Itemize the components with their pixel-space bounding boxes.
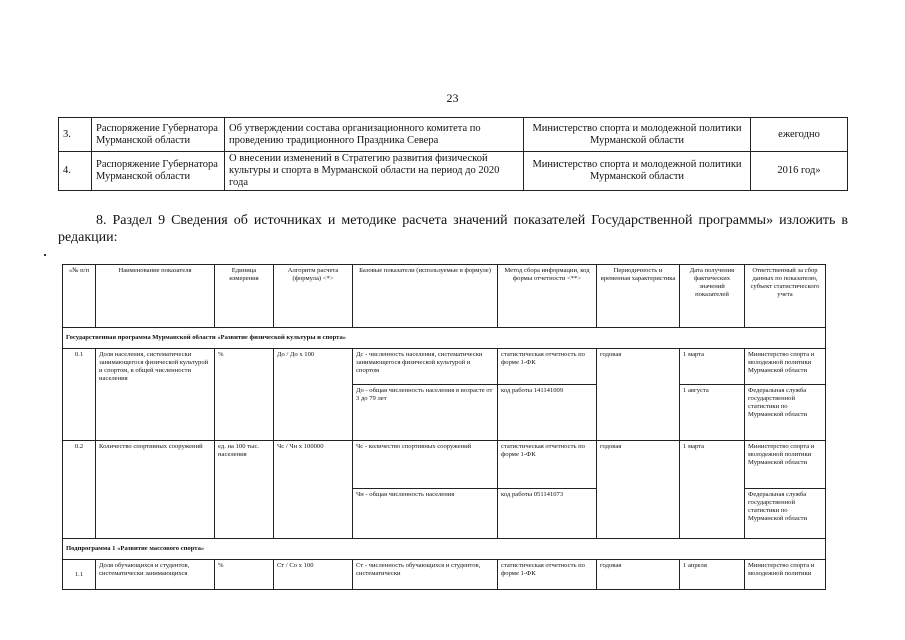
cell-base: Дс - численность населения, систематически занимающегося физической культурой и спортом — [353, 349, 498, 385]
scan-dot — [44, 254, 46, 256]
cell-num: 1.1 — [63, 560, 96, 590]
cell-type: Распоряжение Губернатора Мурманской области — [92, 152, 225, 191]
header-formula: Алгоритм расчета (формула) <*> — [274, 265, 353, 328]
header-base: Базовые показатели (используемые в формуле) — [353, 265, 498, 328]
cell-name: Доля обучающихся и студентов, систематически занимающихся — [96, 560, 215, 590]
cell-num: 3. — [59, 118, 92, 152]
cell-num: 0.1 — [63, 349, 96, 441]
cell-title: О внесении изменений в Стратегию развития физической культуры и спорта в Мурманской области на период до 2020 года — [225, 152, 524, 191]
cell-type: Распоряжение Губернатора Мурманской области — [92, 118, 225, 152]
table-row — [63, 560, 826, 590]
cell-method: статистическая отчетность по форме 1-ФК — [498, 441, 597, 489]
section-title: Подпрограмма 1 «Развитие массового спорта» — [63, 539, 826, 560]
cell-method: статистическая отчетность по форме 1-ФК — [498, 560, 597, 590]
cell-unit: ед. на 100 тыс. населения — [215, 441, 274, 539]
cell-executor: Министерство спорта и молодежной политики Мурманской области — [524, 118, 751, 152]
cell-term: 2016 год» — [751, 152, 848, 191]
cell-executor: Министерство спорта и молодежной политики Мурманской области — [524, 152, 751, 191]
cell-responsible: Федеральная служба государственной статистики по Мурманской области — [745, 385, 826, 441]
cell-responsible: Министерство спорта и молодежной политики Мурманской области — [745, 441, 826, 489]
cell-method: код работы 051141073 — [498, 489, 597, 539]
cell-unit: % — [215, 560, 274, 590]
cell-period: годовая — [597, 441, 680, 539]
header-name: Наименование показателя — [96, 265, 215, 328]
cell-base: Ст - численность обучающихся и студентов, систематически — [353, 560, 498, 590]
page-number: 23 — [446, 91, 459, 105]
header-responsible: Ответственный за сбор данных по показателю, субъект статистического учета — [745, 265, 826, 328]
cell-formula: Чс / Чн x 100000 — [274, 441, 353, 539]
cell-base: Чс - количество спортивных сооружений — [353, 441, 498, 489]
table-row — [63, 349, 826, 385]
cell-base: До - общая численность населения в возрасте от 3 до 79 лет — [353, 385, 498, 441]
cell-unit: % — [215, 349, 274, 441]
cell-period: годовая — [597, 560, 680, 590]
cell-name: Доля населения, систематически занимающегося физической культурой и спортом, в общей численности населения — [96, 349, 215, 441]
cell-period: годовая — [597, 349, 680, 441]
indicators-table — [62, 264, 826, 590]
table-row — [59, 152, 848, 191]
cell-responsible: Министерство спорта и молодежной политики Мурманской области — [745, 349, 826, 385]
cell-method: статистическая отчетность по форме 1-ФК — [498, 349, 597, 385]
cell-formula: До / Дo x 100 — [274, 349, 353, 441]
cell-responsible: Министерство спорта и молодежной политики — [745, 560, 826, 590]
cell-date: 1 марта — [680, 441, 745, 539]
section-row — [63, 328, 826, 349]
cell-term: ежегодно — [751, 118, 848, 152]
header-method: Метод сбора информации, код формы отчетности <**> — [498, 265, 597, 328]
cell-base: Чн - общая численность населения — [353, 489, 498, 539]
section-paragraph: 8. Раздел 9 Сведения об источниках и методике расчета значений показателей Государственной программы» изложить в редакции: — [58, 213, 848, 245]
cell-title: Об утверждении состава организационного комитета по проведению традиционного Праздника Севера — [225, 118, 524, 152]
cell-name: Количество спортивных сооружений — [96, 441, 215, 539]
header-num: «№ п/п — [63, 265, 96, 328]
cell-formula: Ст / Со х 100 — [274, 560, 353, 590]
table-row — [63, 441, 826, 489]
cell-date: 1 августа — [680, 385, 745, 441]
header-row — [63, 265, 826, 328]
section-row — [63, 539, 826, 560]
cell-date: 1 апреля — [680, 560, 745, 590]
table-row — [59, 118, 848, 152]
section-title: Государственная программа Мурманской области «Развитие физической культуры и спорта» — [63, 328, 826, 349]
cell-num: 0.2 — [63, 441, 96, 539]
header-unit: Единица измерения — [215, 265, 274, 328]
header-period: Периодичность и временная характеристика — [597, 265, 680, 328]
cell-date: 1 марта — [680, 349, 745, 385]
cell-method: код работы 141141009 — [498, 385, 597, 441]
top-table — [58, 117, 848, 191]
header-date: Дата получения фактических значений показателей — [680, 265, 745, 328]
cell-responsible: Федеральная служба государственной статистики по Мурманской области — [745, 489, 826, 539]
cell-num: 4. — [59, 152, 92, 191]
